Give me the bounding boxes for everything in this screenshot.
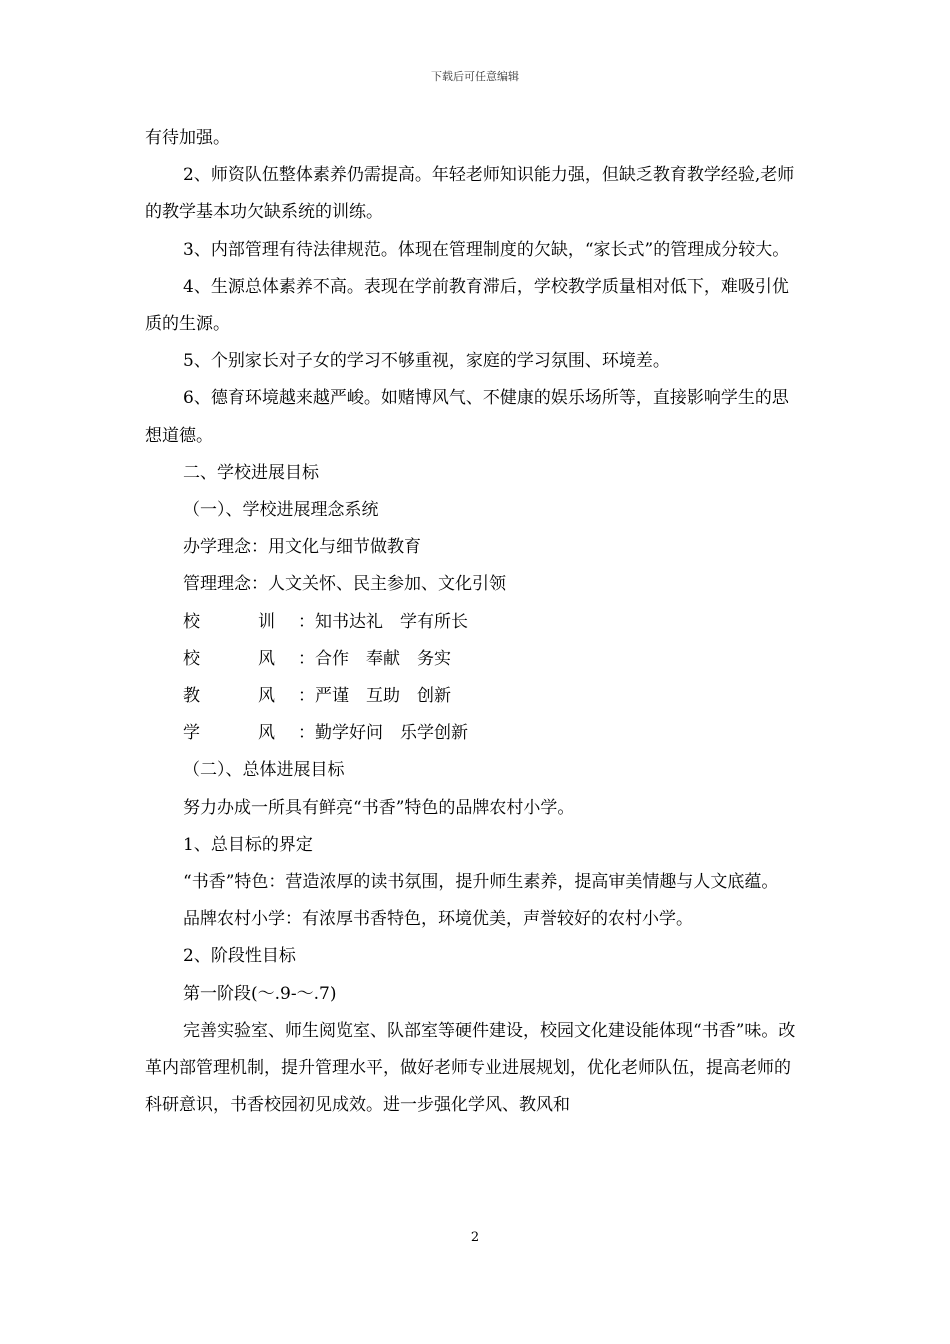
motto-label-2: 风 — [258, 686, 275, 707]
paragraph: 4、生源总体素养不高。表现在学前教育滞后，学校教学质量相对低下，难吸引优质的生源。 — [145, 276, 789, 335]
paragraph: “书香”特色：营造浓厚的读书氛围，提升师生素养，提高审美情趣与人文底蕴。 — [183, 872, 779, 893]
page-header: 下载后可任意编辑 — [431, 70, 519, 83]
paragraph: 第一阶段(～.9-～.7) — [183, 983, 337, 1004]
motto-row-school-motto — [145, 604, 805, 641]
motto-text: ：知书达礼 学有所长 — [298, 611, 468, 632]
paragraph: 2、师资队伍整体素养仍需提高。年轻老师知识能力强，但缺乏教育教学经验,老师的教学基本功欠缺系统的训练。 — [145, 165, 795, 223]
paragraph: 1、总目标的界定 — [183, 834, 313, 855]
section-heading: 二、学校进展目标 — [183, 462, 319, 483]
motto-text: ：勤学好问 乐学创新 — [298, 723, 468, 744]
motto-label-2: 风 — [258, 648, 275, 669]
paragraph: 6、德育环境越来越严峻。如赌博风气、不健康的娱乐场所等，直接影响学生的思想道德。 — [145, 388, 789, 446]
motto-label-2: 训 — [258, 611, 275, 632]
document-body — [145, 120, 805, 1124]
motto-label-1: 校 — [183, 611, 200, 632]
paragraph: 2、阶段性目标 — [183, 946, 296, 967]
page-number: 2 — [470, 1230, 480, 1245]
motto-row-study-style — [145, 715, 805, 752]
paragraph: 办学理念：用文化与细节做教育 — [183, 537, 421, 558]
paragraph: 完善实验室、师生阅览室、队部室等硬件建设，校园文化建设能体现“书香”味。改革内部管理机制，提升管理水平，做好老师专业进展规划，优化老师队伍，提高老师的科研意识，书香校园初见成效。进一步强化学风、教风和 — [145, 1020, 796, 1116]
motto-row-teaching-style — [145, 678, 805, 715]
paragraph: 有待加强。 — [145, 128, 230, 148]
motto-label-1: 学 — [183, 723, 200, 744]
paragraph: 3、内部管理有待法律规范。体现在管理制度的欠缺，“家长式”的管理成分较大。 — [183, 239, 790, 260]
paragraph: 5、个别家长对子女的学习不够重视，家庭的学习氛围、环境差。 — [183, 351, 670, 372]
subsection-heading: （一）、学校进展理念系统 — [183, 500, 379, 521]
motto-text: ：合作 奉献 务实 — [298, 648, 451, 669]
paragraph: 管理理念：人文关怀、民主参加、文化引领 — [183, 574, 506, 595]
paragraph: 努力办成一所具有鲜亮“书香”特色的品牌农村小学。 — [183, 797, 575, 818]
motto-label-1: 教 — [183, 686, 200, 707]
paragraph: 品牌农村小学：有浓厚书香特色，环境优美，声誉较好的农村小学。 — [183, 909, 693, 930]
subsection-heading: （二）、总体进展目标 — [183, 760, 345, 781]
motto-label-2: 风 — [258, 723, 275, 744]
motto-label-1: 校 — [183, 648, 200, 669]
motto-text: ：严谨 互助 创新 — [298, 686, 451, 707]
motto-row-school-style — [145, 641, 805, 678]
